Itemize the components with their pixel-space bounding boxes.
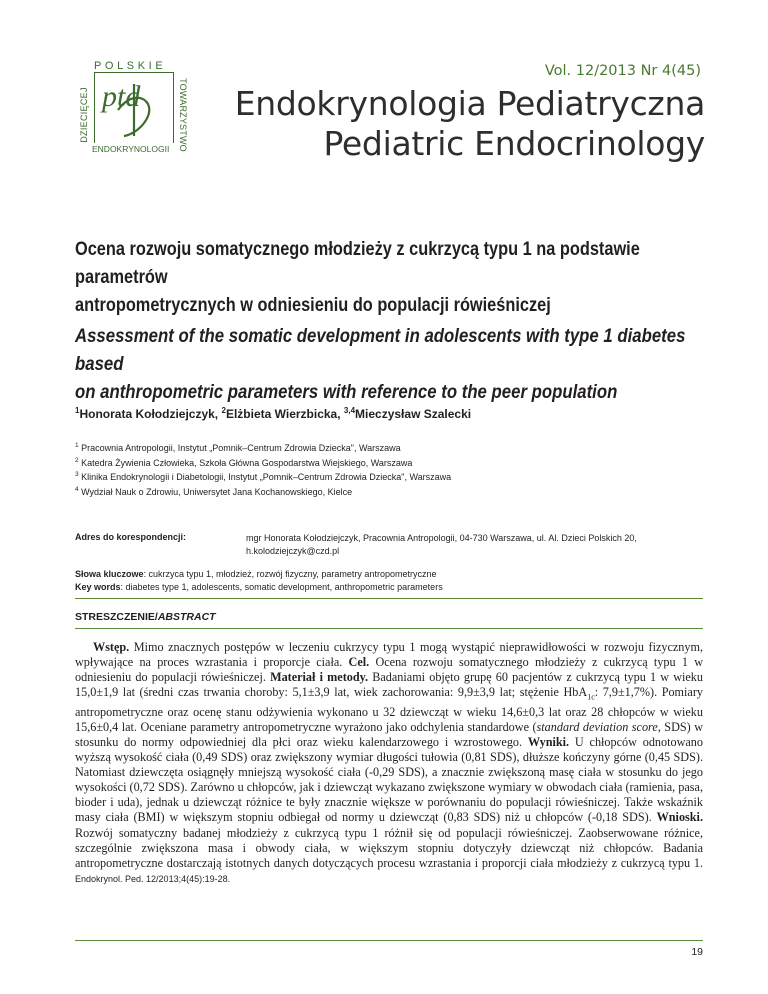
author-sup: 3,4 [343, 406, 356, 415]
journal-title-pl: Endokrynologia Pediatryczna [234, 84, 705, 123]
logo-text-top: POLSKIE [94, 60, 167, 72]
logo-mark-text: ptd [102, 80, 141, 113]
logo-text-right: TOWARZYSTWO [177, 78, 188, 152]
abstract-body: Wstęp. Mimo znacznych postępów w leczeniu cukrzycy typu 1 mogą wystąpić nieprawidłowości w rozwoju fizycznym, wpływające na proces wzrastania i proporcje ciała. Cel. Ocena rozwoju somatycznego młodzieży z cukrzycą typu 1 w odniesieniu do populacji rówieśniczej. Materiał i metody. Badaniami objęto grupę 60 pacjentów z cukrzycą typu 1 w wieku 15,0±1,9 lat (średni czas trwania choroby: 5,1±3,9 lat, wiek zachorowania: 9,9±3,9 lat; stężenie HbA$_{1c}$: 7,9±1,7%). Pomiary antropometryczne oraz ocenę stanu odżywienia wykonano u 32 dziewcząt w wieku 14,6±0,3 lat oraz 28 chłopców w wieku 15,6±0,4 lat. Oceniane parametry antropometryczne wyrażono jako odchylenia standardowe (standard deviation score, SDS) w stosunku do normy odpowiedniej dla płci oraz wieku kalendarzowego i wzrostowego. Wyniki. U chłopców odnotowano wyższą wysokość ciała (0,49 SDS) oraz zwiększony wymiar długości tułowia (0,81 SDS), dłuższe kończyny górne (0,45 SDS). Natomiast dziewczęta osiągnęły mniejszą wysokość ciała (-0,29 SDS), a znacznie zwiększoną masę ciała w stosunku do jego wysokości (0,72 SDS). Zarówno u chłopców, jak i dziewcząt wykazano zwiększone wymiary w obwodach ciała (ramienia, pasa, bioder i uda), jednak u dziewcząt różnice te były znacznie większe w porównaniu do populacji rówieśniczej. Także wskaźnik masy ciała (BMI) w większym stopniu odbiegał od normy u dziewcząt (0,83 SDS) niż u chłopców (-0,18 SDS). Wnioski. Rozwój somatyczny badanej młodzieży z cukrzycą typu 1 różnił się od populacji rówieśniczej. Zaobserwowane różnice, szczególnie zwiększona masa i obwody ciała, w większym stopniu dotyczyły dziewcząt niż chłopców. Badania antropometryczne dostarczają istotnych danych dotyczących procesu wzrastania i proporcji ciała młodzieży z cukrzycą typu 1. Endokrynol. Ped. 12/2013;4(45):19-28. [75, 640, 704, 884]
article-title-en-line-1: Assessment of the somatic development in adolescents with type 1 diabetes based [75, 325, 686, 375]
affiliation: $^2$ Katedra Żywienia Człowieka, Szkoła Główna Gospodarstwa Wiejskiego, Warszawa [75, 456, 413, 468]
footer-divider [75, 940, 703, 941]
author-name: Mieczysław Szalecki [355, 407, 472, 421]
logo-text-left: DZIECIĘCEJ [78, 87, 89, 143]
logo-text-bottom: ENDOKRYNOLOGII [92, 144, 170, 154]
author-sup: 2 [221, 406, 226, 415]
article-title-pl-line-1: Ocena rozwoju somatycznego młodzieży z cukrzycą typu 1 na podstawie parametrów [75, 239, 640, 288]
correspondence-address [246, 532, 686, 558]
logo-mark-icon [98, 76, 168, 142]
keywords-pl: Słowa kluczowe: cukrzyca typu 1, młodzież, rozwój fizyczny, parametry antropometryczne [75, 569, 437, 579]
affiliations [75, 440, 451, 498]
affiliation: $^3$ Klinika Endokrynologii i Diabetologii, Instytut „Pomnik–Centrum Zdrowia Dziecka", Warszawa [75, 471, 452, 482]
correspondence-line: mgr Honorata Kołodziejczyk, Pracownia Antropologii, 04-730 Warszawa, ul. Al. Dzieci Polskich 20, [246, 533, 637, 543]
page-number: 19 [691, 946, 703, 958]
citation: Endokrynol. Ped. 12/2013;4(45):19-28. [75, 873, 231, 884]
article-title-pl-line-2: antropometrycznych w odniesieniu do populacji rówieśniczej [75, 295, 551, 316]
abstract-heading: STRESZCZENIE/ABSTRACT [75, 611, 216, 623]
journal-logo [78, 60, 188, 156]
divider [75, 628, 703, 629]
keywords [75, 568, 443, 593]
article-title-en [75, 322, 716, 406]
author-sup: 1 [75, 406, 80, 415]
journal-title-en: Pediatric Endocrinology [323, 124, 705, 163]
article-title-en-line-2: on anthropometric parameters with reference to the peer population [75, 381, 618, 403]
author-name: Elżbieta Wierzbicka, [225, 407, 341, 421]
author-name: Honorata Kołodziejczyk, [79, 407, 219, 421]
article-title-pl [75, 236, 716, 320]
affiliation: $^4$ Wydział Nauk o Zdrowiu, Uniwersytet Jana Kochanowskiego, Kielce [75, 485, 353, 497]
volume-info: Vol. 12/2013 Nr 4(45) [544, 63, 701, 79]
correspondence-email[interactable]: h.kolodziejczyk@czd.pl [246, 546, 340, 556]
affiliation: $^1$ Pracownia Antropologii, Instytut „Pomnik–Centrum Zdrowia Dziecka", Warszawa [75, 442, 401, 453]
divider [75, 598, 703, 599]
keywords-en: Key words: diabetes type 1, adolescents, somatic development, anthropometric parameters [75, 581, 443, 592]
correspondence-label: Adres do korespondencji: [75, 532, 187, 542]
author-list [75, 406, 471, 421]
